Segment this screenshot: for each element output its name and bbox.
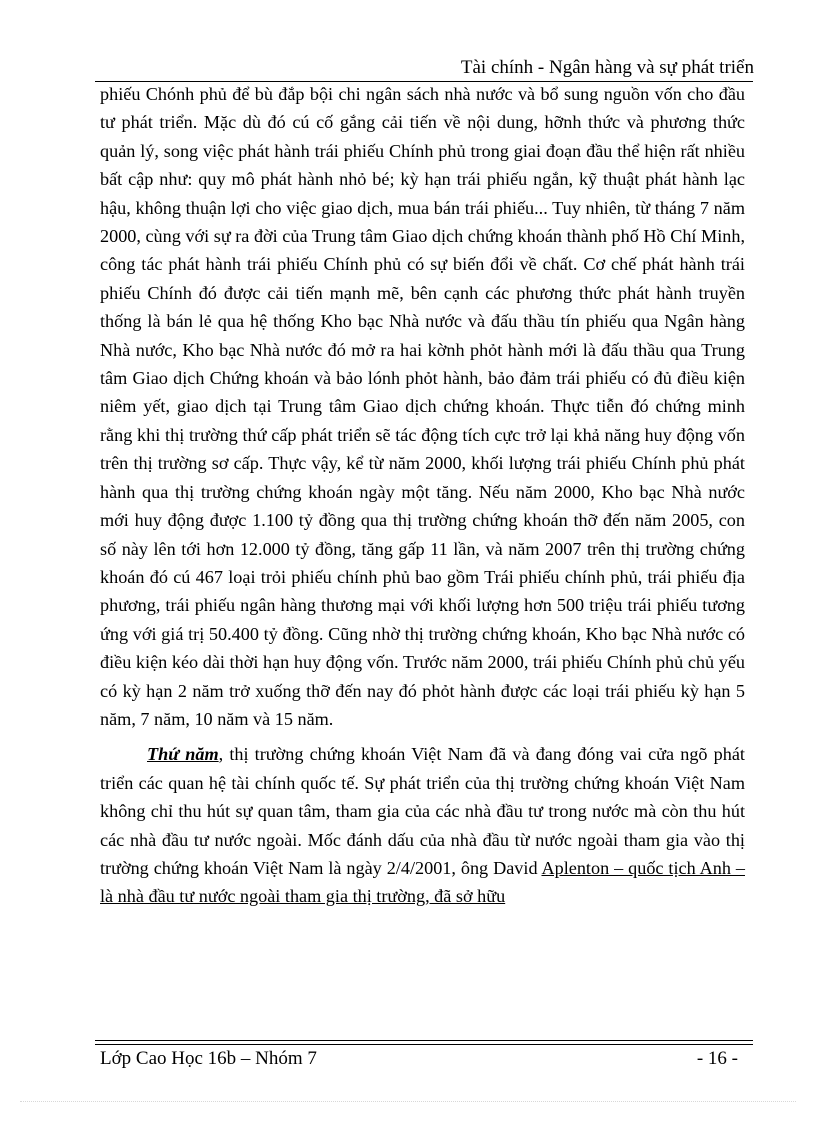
page-header-title: Tài chính - Ngân hàng và sự phát triển [460, 57, 754, 78]
footer-class-group: Lớp Cao Học 16b – Nhóm 7 [100, 1048, 317, 1069]
paragraph-2-last-line: Aplenton – quốc tịch Anh – là nhà đầu tư nước ngoài tham gia thị trường, đã sở hữu [100, 857, 745, 907]
page-bottom-edge [20, 1101, 796, 1102]
document-body [100, 80, 745, 911]
footer-divider-thick [95, 1044, 753, 1045]
paragraph-2 [100, 740, 745, 910]
paragraph-2-lead: Thứ năm [147, 744, 219, 765]
footer-divider-thin [95, 1040, 753, 1041]
paragraph-1: phiếu Chónh phủ để bù đắp bội chi ngân sách nhà nước và bổ sung nguồn vốn cho đầu tư phát triển. Mặc dù đó cú cố gắng cải tiến về nội dung, hỡnh thức và phương thức quản lý, song việc phát hành trái phiếu Chính phủ trong giai đoạn đầu thể hiện rất nhiều bất cập như: quy mô phát hành nhỏ bé; kỳ hạn trái phiếu ngắn, kỹ thuật phát hành lạc hậu, không thuận lợi cho việc giao dịch, mua bán trái phiếu... Tuy nhiên, từ tháng 7 năm 2000, cùng với sự ra đời của Trung tâm Giao dịch chứng khoán thành phố Hồ Chí Minh, công tác phát hành trái phiếu Chính phủ có sự biến đổi về chất. Cơ chế phát hành trái phiếu Chính đó được cải tiến mạnh mẽ, bên cạnh các phương thức phát hành truyền thống là bán lẻ qua hệ thống Kho bạc Nhà nước và đấu thầu tín phiếu qua Ngân hàng Nhà nước, Kho bạc Nhà nước đó mở ra hai kờnh phỏt hành mới là đấu thầu qua Trung tâm Giao dịch Chứng khoán và bảo lónh phỏt hành, bảo đảm trái phiếu có đủ điều kiện niêm yết, giao dịch tại Trung tâm Giao dịch chứng khoán. Thực tiễn đó chứng minh rằng khi thị trường thứ cấp phát triển sẽ tác động tích cực trở lại khả năng huy động vốn trên thị trường sơ cấp. Thực vậy, kể từ năm 2000, khối lượng trái phiếu Chính phủ phát hành qua thị trường chứng khoán ngày một tăng. Nếu năm 2000, Kho bạc Nhà nước mới huy động được 1.100 tỷ đồng qua thị trường chứng khoán thỡ đến năm 2005, con số này lên tới hơn 12.000 tỷ đồng, tăng gấp 11 lần, và năm 2007 trên thị trường chứng khoán đó cú 467 loại trỏi phiếu chính phủ bao gồm Trái phiếu chính phủ, trái phiếu địa phương, trái phiếu ngân hàng thương mại với khối lượng hơn 500 triệu trái phiếu tương ứng với giá trị 50.400 tỷ đồng. Cũng nhờ thị trường chứng khoán, Kho bạc Nhà nước có điều kiện kéo dài thời hạn huy động vốn. Trước năm 2000, trái phiếu Chính phủ chủ yếu có kỳ hạn 2 năm trở xuống thỡ đến nay đó phỏt hành được các loại trái phiếu kỳ hạn 5 năm, 7 năm, 10 năm và 15 năm. [100, 84, 745, 729]
paragraph-2-text: , thị trường chứng khoán Việt Nam đã và đang đóng vai cửa ngõ phát triển các quan hệ tài chính quốc tế. Sự phát triển của thị trường chứng khoán Việt Nam không chỉ thu hút sự quan tâm, tham gia của các nhà đầu tư trong nước mà còn thu hút các nhà đầu tư nước ngoài. Mốc đánh dấu của nhà đầu từ nước ngoài tham gia vào thị trường chứng khoán Việt Nam là ngày 2/4/2001, ông David [100, 744, 745, 878]
page-number: - 16 - [696, 1048, 738, 1069]
